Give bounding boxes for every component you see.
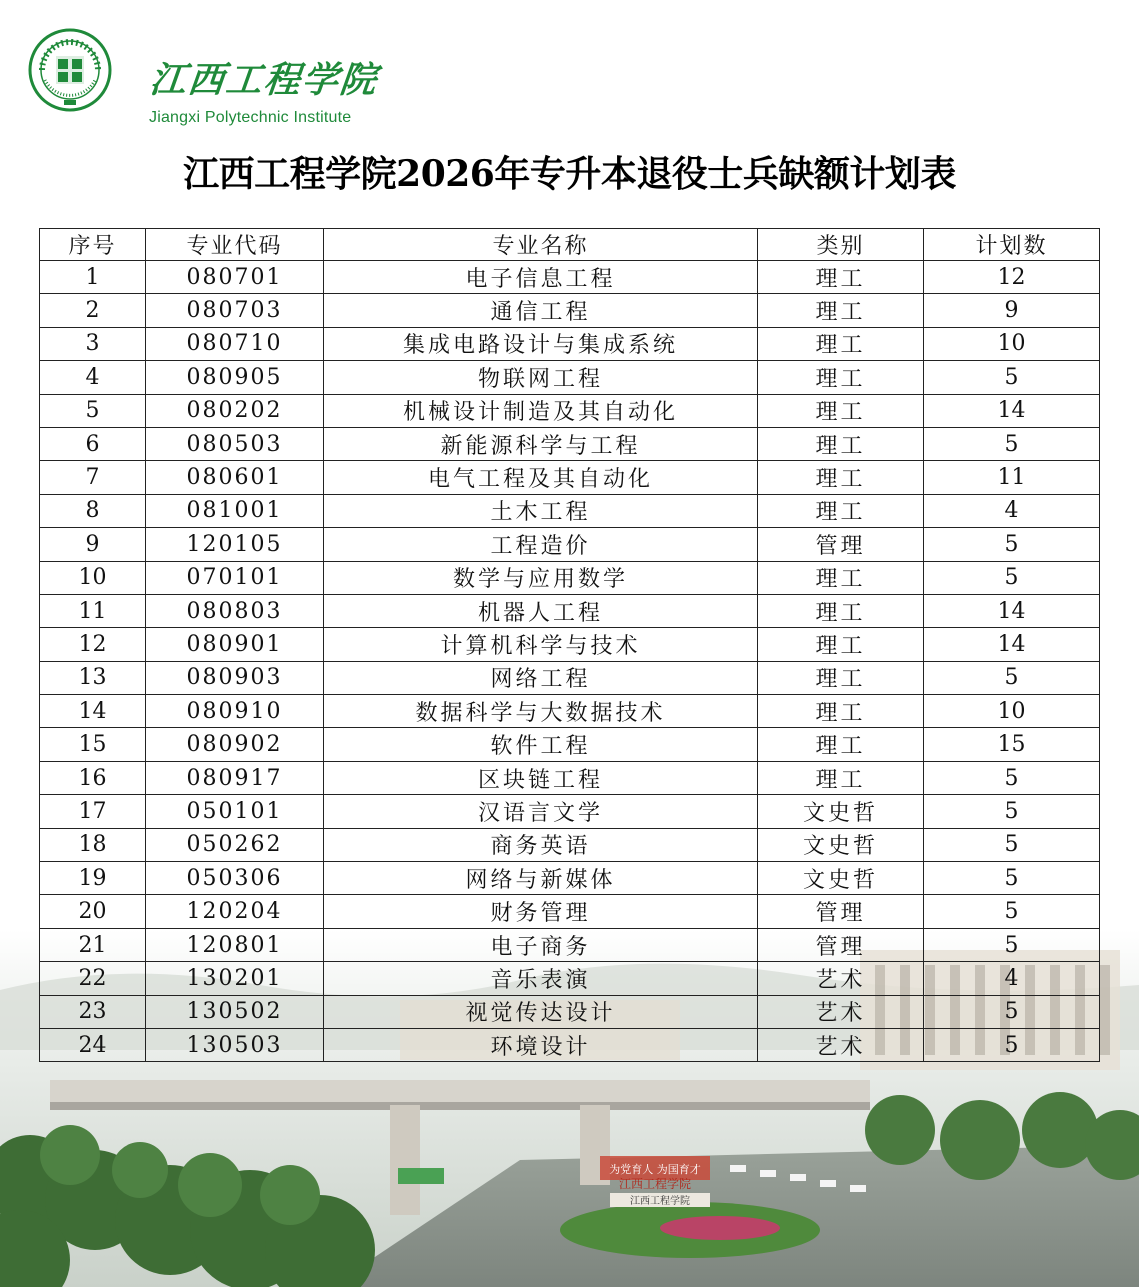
cell-count: 4	[924, 962, 1100, 995]
cell-name: 电气工程及其自动化	[324, 461, 758, 494]
cell-count: 5	[924, 828, 1100, 861]
cell-no: 17	[40, 795, 146, 828]
svg-text:为党育人 为国育才: 为党育人 为国育才	[609, 1163, 701, 1176]
cell-count: 11	[924, 461, 1100, 494]
cell-code: 080503	[146, 427, 324, 460]
table-header-row	[40, 229, 1100, 261]
enrollment-plan-table	[39, 228, 1100, 1062]
cell-name: 音乐表演	[324, 962, 758, 995]
cell-no: 9	[40, 528, 146, 561]
cell-no: 22	[40, 962, 146, 995]
cell-code: 080910	[146, 695, 324, 728]
cell-name: 通信工程	[324, 294, 758, 327]
column-header-name: 专业名称	[324, 229, 758, 261]
cell-no: 12	[40, 628, 146, 661]
cell-category: 理工	[758, 594, 924, 627]
cell-category: 理工	[758, 394, 924, 427]
svg-text:江西工程学院: 江西工程学院	[618, 1177, 692, 1191]
cell-category: 理工	[758, 261, 924, 294]
cell-count: 5	[924, 862, 1100, 895]
cell-no: 18	[40, 828, 146, 861]
cell-code: 080903	[146, 661, 324, 694]
cell-count: 5	[924, 1028, 1100, 1061]
cell-category: 管理	[758, 895, 924, 928]
school-seal-icon	[28, 28, 112, 112]
cell-code: 130503	[146, 1028, 324, 1061]
cell-category: 理工	[758, 661, 924, 694]
table-row	[40, 461, 1100, 494]
cell-name: 区块链工程	[324, 761, 758, 794]
table-row	[40, 261, 1100, 294]
cell-no: 15	[40, 728, 146, 761]
cell-name: 机器人工程	[324, 594, 758, 627]
cell-code: 080701	[146, 261, 324, 294]
cell-count: 5	[924, 928, 1100, 961]
cell-category: 艺术	[758, 962, 924, 995]
table-row	[40, 895, 1100, 928]
cell-no: 4	[40, 361, 146, 394]
cell-name: 电子商务	[324, 928, 758, 961]
cell-no: 16	[40, 761, 146, 794]
cell-code: 080905	[146, 361, 324, 394]
cell-code: 050262	[146, 828, 324, 861]
cell-no: 5	[40, 394, 146, 427]
table-row	[40, 761, 1100, 794]
cell-name: 新能源科学与工程	[324, 427, 758, 460]
cell-no: 6	[40, 427, 146, 460]
cell-count: 5	[924, 561, 1100, 594]
cell-category: 理工	[758, 695, 924, 728]
column-header-count: 计划数	[924, 229, 1100, 261]
cell-category: 管理	[758, 928, 924, 961]
cell-count: 14	[924, 394, 1100, 427]
svg-text:江西工程学院: 江西工程学院	[630, 1196, 690, 1207]
table-row	[40, 661, 1100, 694]
cell-no: 21	[40, 928, 146, 961]
cell-code: 130201	[146, 962, 324, 995]
cell-count: 5	[924, 795, 1100, 828]
cell-category: 理工	[758, 461, 924, 494]
cell-code: 050101	[146, 795, 324, 828]
cell-name: 物联网工程	[324, 361, 758, 394]
cell-count: 5	[924, 661, 1100, 694]
table-row	[40, 828, 1100, 861]
cell-category: 文史哲	[758, 828, 924, 861]
cell-name: 土木工程	[324, 494, 758, 527]
cell-count: 15	[924, 728, 1100, 761]
table-row	[40, 628, 1100, 661]
table-row	[40, 695, 1100, 728]
cell-count: 14	[924, 594, 1100, 627]
cell-category: 艺术	[758, 995, 924, 1028]
cell-code: 130502	[146, 995, 324, 1028]
school-name-en: Jiangxi Polytechnic Institute	[149, 109, 352, 126]
table-row	[40, 795, 1100, 828]
cell-no: 2	[40, 294, 146, 327]
cell-name: 网络工程	[324, 661, 758, 694]
cell-category: 管理	[758, 528, 924, 561]
cell-category: 理工	[758, 494, 924, 527]
cell-no: 24	[40, 1028, 146, 1061]
table-row	[40, 494, 1100, 527]
cell-category: 理工	[758, 761, 924, 794]
table-row	[40, 928, 1100, 961]
table-row	[40, 394, 1100, 427]
cell-code: 081001	[146, 494, 324, 527]
cell-code: 080917	[146, 761, 324, 794]
cell-count: 10	[924, 695, 1100, 728]
cell-code: 080202	[146, 394, 324, 427]
school-logo	[28, 26, 388, 126]
cell-count: 14	[924, 628, 1100, 661]
table-row	[40, 995, 1100, 1028]
table-row	[40, 862, 1100, 895]
cell-code: 050306	[146, 862, 324, 895]
cell-count: 10	[924, 327, 1100, 360]
table-row	[40, 962, 1100, 995]
cell-no: 3	[40, 327, 146, 360]
cell-name: 商务英语	[324, 828, 758, 861]
cell-no: 7	[40, 461, 146, 494]
table-row	[40, 728, 1100, 761]
table-row	[40, 561, 1100, 594]
cell-category: 理工	[758, 294, 924, 327]
cell-name: 机械设计制造及其自动化	[324, 394, 758, 427]
table-row	[40, 294, 1100, 327]
cell-count: 12	[924, 261, 1100, 294]
cell-code: 080710	[146, 327, 324, 360]
cell-category: 理工	[758, 427, 924, 460]
cell-category: 文史哲	[758, 862, 924, 895]
column-header-no: 序号	[40, 229, 146, 261]
cell-category: 艺术	[758, 1028, 924, 1061]
cell-code: 080803	[146, 594, 324, 627]
cell-name: 计算机科学与技术	[324, 628, 758, 661]
cell-code: 080703	[146, 294, 324, 327]
cell-name: 数学与应用数学	[324, 561, 758, 594]
cell-code: 070101	[146, 561, 324, 594]
cell-code: 080901	[146, 628, 324, 661]
cell-count: 5	[924, 427, 1100, 460]
cell-no: 11	[40, 594, 146, 627]
cell-category: 理工	[758, 728, 924, 761]
cell-code: 120204	[146, 895, 324, 928]
table-row	[40, 327, 1100, 360]
column-header-category: 类别	[758, 229, 924, 261]
cell-no: 19	[40, 862, 146, 895]
cell-count: 5	[924, 528, 1100, 561]
page-title: 江西工程学院2026年专升本退役士兵缺额计划表	[183, 153, 956, 195]
cell-no: 23	[40, 995, 146, 1028]
cell-count: 5	[924, 761, 1100, 794]
table-row	[40, 1028, 1100, 1061]
cell-name: 工程造价	[324, 528, 758, 561]
cell-code: 080902	[146, 728, 324, 761]
cell-count: 5	[924, 995, 1100, 1028]
cell-name: 集成电路设计与集成系统	[324, 327, 758, 360]
cell-count: 5	[924, 361, 1100, 394]
school-name-cn: 江西工程学院	[147, 59, 381, 101]
cell-name: 财务管理	[324, 895, 758, 928]
cell-no: 10	[40, 561, 146, 594]
table-row	[40, 594, 1100, 627]
cell-code: 120801	[146, 928, 324, 961]
cell-name: 环境设计	[324, 1028, 758, 1061]
cell-no: 13	[40, 661, 146, 694]
cell-category: 文史哲	[758, 795, 924, 828]
cell-category: 理工	[758, 561, 924, 594]
cell-category: 理工	[758, 327, 924, 360]
cell-name: 汉语言文学	[324, 795, 758, 828]
cell-no: 1	[40, 261, 146, 294]
cell-no: 20	[40, 895, 146, 928]
cell-name: 电子信息工程	[324, 261, 758, 294]
cell-count: 5	[924, 895, 1100, 928]
cell-count: 4	[924, 494, 1100, 527]
table-row	[40, 528, 1100, 561]
cell-name: 软件工程	[324, 728, 758, 761]
cell-code: 120105	[146, 528, 324, 561]
cell-no: 8	[40, 494, 146, 527]
cell-count: 9	[924, 294, 1100, 327]
column-header-code: 专业代码	[146, 229, 324, 261]
cell-category: 理工	[758, 361, 924, 394]
cell-code: 080601	[146, 461, 324, 494]
cell-name: 数据科学与大数据技术	[324, 695, 758, 728]
table-row	[40, 427, 1100, 460]
cell-name: 网络与新媒体	[324, 862, 758, 895]
cell-name: 视觉传达设计	[324, 995, 758, 1028]
cell-no: 14	[40, 695, 146, 728]
table-row	[40, 361, 1100, 394]
cell-category: 理工	[758, 628, 924, 661]
